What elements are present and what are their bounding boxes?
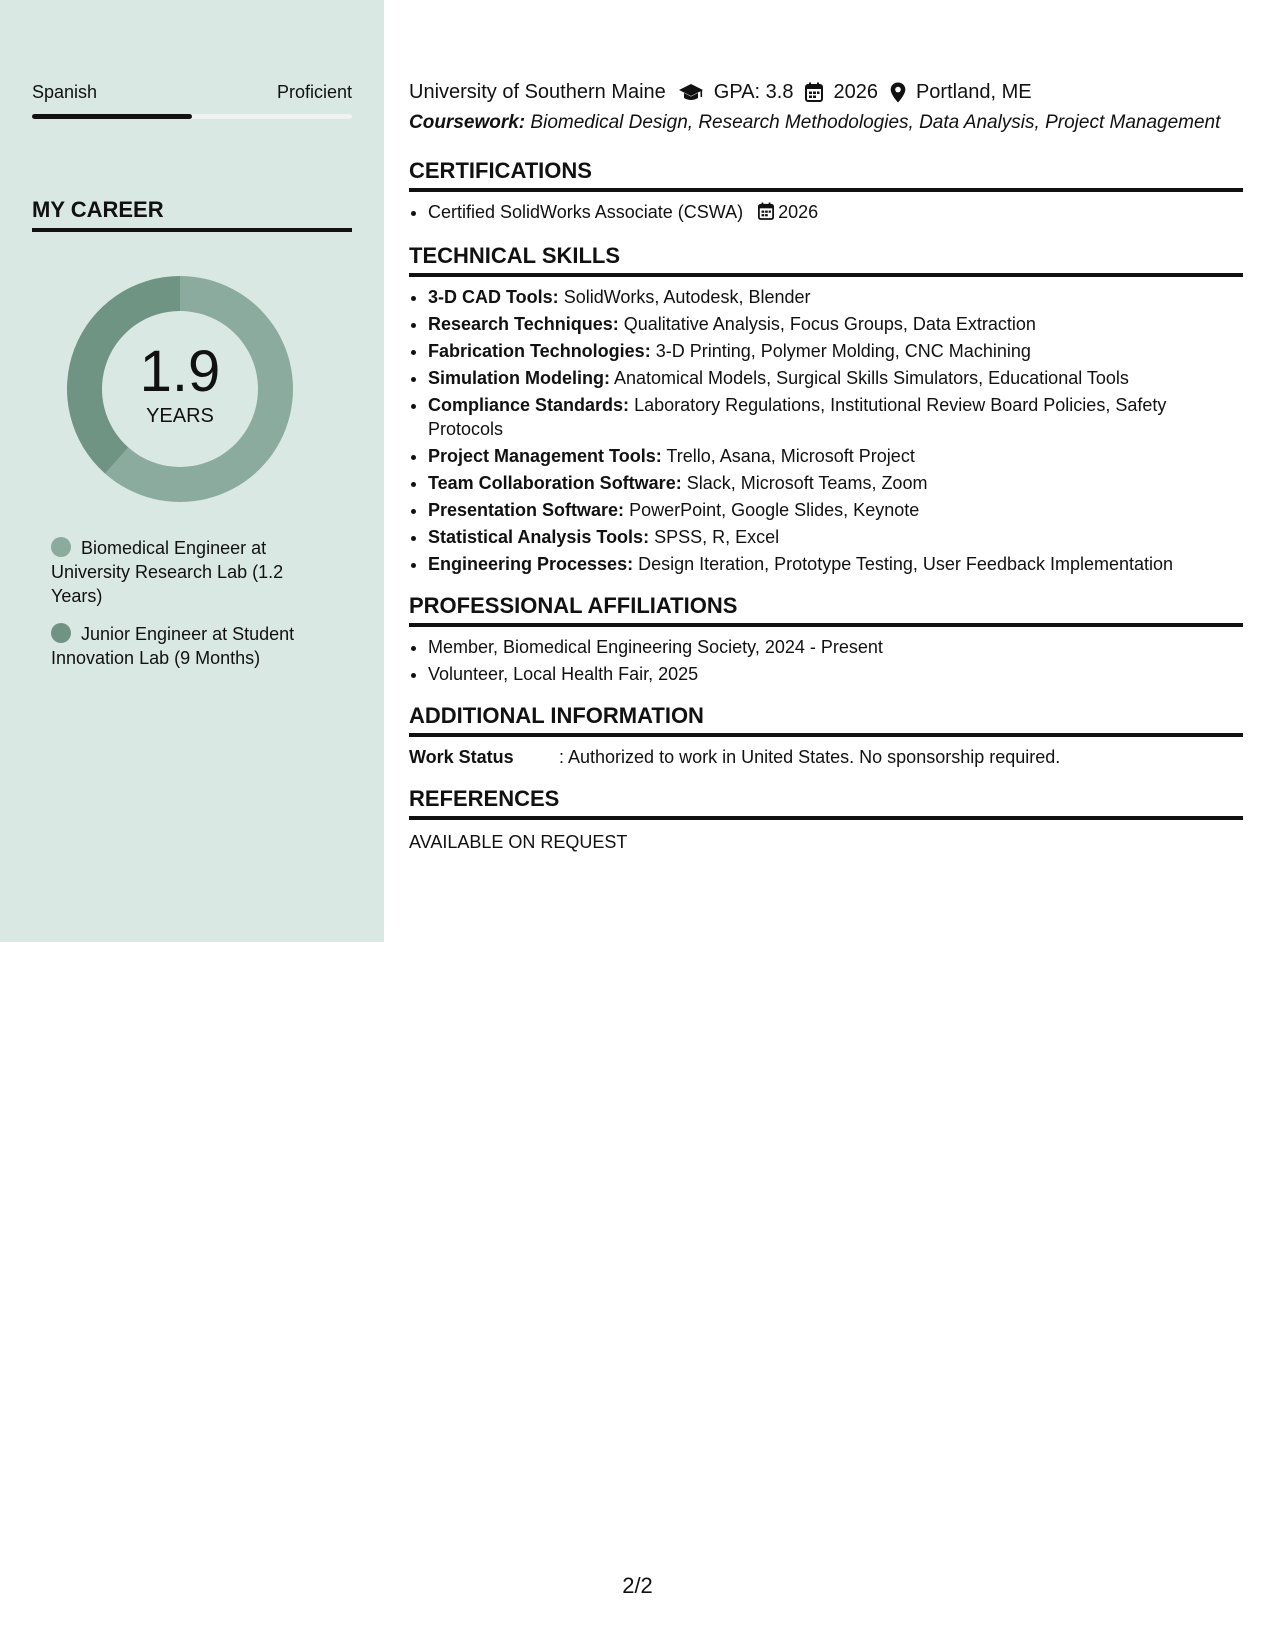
graduation-cap-icon (678, 82, 704, 102)
career-total-value: 1.9 (139, 339, 221, 404)
section-title: TECHNICAL SKILLS (409, 242, 1243, 277)
skill-value: SPSS, R, Excel (654, 527, 780, 547)
location: Portland, ME (915, 81, 1032, 103)
skill-label: Simulation Modeling: (428, 368, 610, 388)
skill-value: PowerPoint, Google Slides, Keynote (629, 500, 920, 520)
section-title: PROFESSIONAL AFFILIATIONS (409, 592, 1243, 627)
list-item (428, 525, 1243, 549)
skill-label: Compliance Standards: (428, 395, 630, 415)
calendar-icon (805, 82, 823, 102)
career-dot (51, 537, 71, 557)
language-proficiency-bar (32, 114, 352, 119)
skill-label: Statistical Analysis Tools: (428, 527, 650, 547)
language-proficiency-fill (32, 114, 192, 119)
language-name: Spanish (32, 82, 98, 102)
skill-value: Trello, Asana, Microsoft Project (666, 446, 915, 466)
skill-label: Fabrication Technologies: (428, 341, 651, 361)
list-item (428, 552, 1243, 576)
technical-skills-section (409, 242, 1243, 576)
skill-value: SolidWorks, Autodesk, Blender (563, 287, 811, 307)
section-title: REFERENCES (409, 785, 1243, 820)
list-item: • Volunteer, Local Health Fair, 2025 (428, 662, 1243, 686)
career-total-unit: YEARS (146, 405, 214, 427)
skill-label: Research Techniques: (428, 314, 619, 334)
skill-value: Design Iteration, Prototype Testing, User Feedback Implementation (638, 554, 1174, 574)
list-item (428, 339, 1243, 363)
references-section (409, 785, 1243, 854)
career-heading: MY CAREER (32, 196, 352, 232)
education-line (409, 78, 1243, 106)
certifications-list (409, 200, 1243, 226)
certifications-section (409, 157, 1243, 226)
graduation-year: 2026 (833, 81, 878, 103)
skill-label: Project Management Tools: (428, 446, 662, 466)
list-item (428, 444, 1243, 468)
career-item (51, 622, 331, 670)
references-text: AVAILABLE ON REQUEST (409, 832, 628, 852)
school-name: University of Southern Maine (409, 81, 666, 103)
skill-label: Engineering Processes: (428, 554, 634, 574)
skill-label: 3-D CAD Tools: (428, 287, 559, 307)
technical-skills-list (409, 285, 1243, 576)
list-item (428, 200, 1243, 226)
affiliations-list (409, 635, 1243, 686)
skill-label: Presentation Software: (428, 500, 625, 520)
coursework-list: Biomedical Design, Research Methodologies, Data Analysis, Project Management (530, 112, 1221, 133)
skill-value: 3-D Printing, Polymer Molding, CNC Machining (655, 341, 1031, 361)
career-dot (51, 623, 71, 643)
list-item (428, 393, 1243, 441)
language-level: Proficient (276, 82, 352, 102)
list-item (428, 312, 1243, 336)
work-status-value: : Authorized to work in United States. No sponsorship required. (559, 747, 1061, 767)
coursework (409, 110, 1243, 135)
skill-value: Laboratory Regulations, Institutional Review Board Policies, Safety Protocols (428, 395, 1167, 439)
additional-info-section (409, 702, 1243, 769)
career-item-label: Junior Engineer at Student Innovation Lab (9 Months) (51, 624, 295, 668)
career-donut-chart (67, 276, 293, 502)
career-list (51, 536, 331, 684)
calendar-icon (758, 202, 774, 226)
list-item (428, 471, 1243, 495)
language-row (32, 80, 352, 104)
affiliations-section (409, 592, 1243, 686)
main-content (409, 78, 1243, 854)
work-status-label: Work Status (409, 747, 514, 767)
skill-value: Anatomical Models, Surgical Skills Simulators, Educational Tools (614, 368, 1129, 388)
certification-name: Certified SolidWorks Associate (CSWA) (428, 202, 744, 222)
list-item: • Member, Biomedical Engineering Society, 2024 - Present (428, 635, 1243, 659)
career-item-label: Biomedical Engineer at University Research Lab (1.2 Years) (51, 538, 284, 606)
gpa: GPA: 3.8 (713, 81, 794, 103)
skill-value: Qualitative Analysis, Focus Groups, Data Extraction (623, 314, 1036, 334)
section-title: CERTIFICATIONS (409, 157, 1243, 192)
skill-value: Slack, Microsoft Teams, Zoom (686, 473, 928, 493)
coursework-label: Coursework: (409, 112, 526, 133)
list-item (428, 498, 1243, 522)
certification-year: 2026 (778, 202, 819, 222)
work-status-row (409, 745, 1243, 769)
list-item (428, 285, 1243, 309)
location-pin-icon (890, 82, 906, 103)
career-item (51, 536, 331, 608)
career-total (67, 276, 293, 502)
page-number: 2/2 (622, 1573, 653, 1598)
skill-label: Team Collaboration Software: (428, 473, 682, 493)
sidebar (0, 0, 384, 942)
section-title: ADDITIONAL INFORMATION (409, 702, 1243, 737)
list-item (428, 366, 1243, 390)
